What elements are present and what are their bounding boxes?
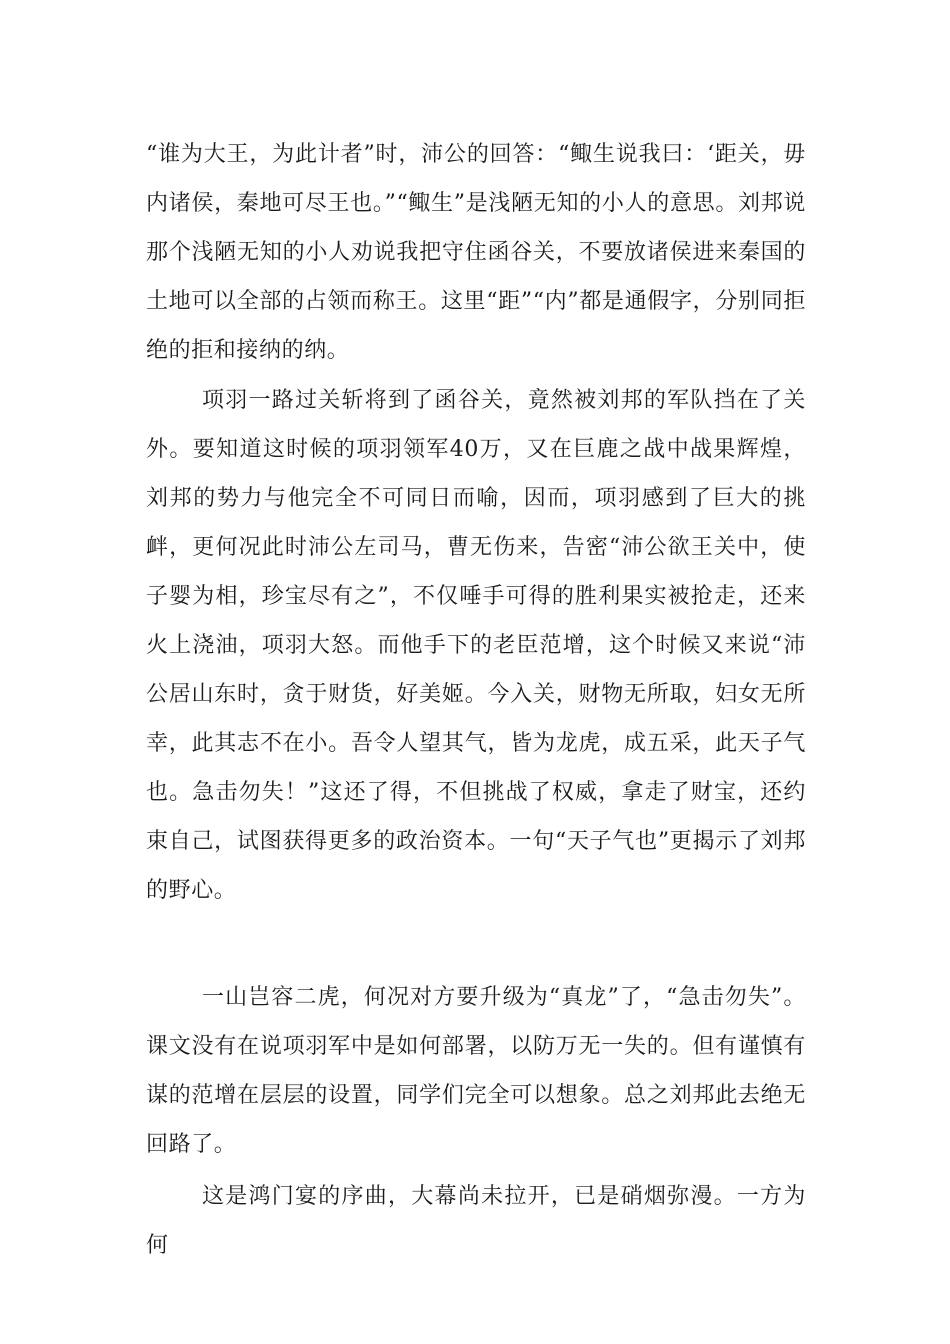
paragraph-3: 一山岂容二虎，何况对方要升级为“真龙”了，“急击勿失”。课文没有在说项羽军中是如何部署，以防万无一失的。但有谨慎有谋的范增在层层的设置，同学们完全可以想象。总之刘邦此去绝无回路了。 [146,985,806,1157]
paragraph-1: “谁为大王，为此计者”时，沛公的回答：“鲰生说我曰：‘距关，毋内诸侯，秦地可尽王也。”“鲰生”是浅陋无知的小人的意思。刘邦说那个浅陋无知的小人劝说我把守住函谷关，不要放诸侯进来秦国的土地可以全部的占领而称王。这里“距”“内”都是通假字，分别同拒绝的拒和接纳的纳。 [146,142,806,363]
paragraph-4: 这是鸿门宴的序曲，大幕尚未拉开，已是硝烟弥漫。一方为何 [146,1184,806,1258]
paragraph-2: 项羽一路过关斩将到了函谷关，竟然被刘邦的军队挡在了关外。要知道这时候的项羽领军40万，又在巨鹿之战中战果辉煌，刘邦的势力与他完全不可同日而喻，因而，项羽感到了巨大的挑衅，更何况此时沛公左司马，曹无伤来，告密“沛公欲王关中，使子婴为相，珍宝尽有之”，不仅唾手可得的胜利果实被抢走，还来火上浇油，项羽大怒。而他手下的老臣范增，这个时候又来说“沛公居山东时，贪于财货，好美姬。今入关，财物无所取，妇女无所幸，此其志不在小。吾令人望其气，皆为龙虎，成五采，此天子气也。急击勿失！”这还了得，不但挑战了权威，拿走了财宝，还约束自己，试图获得更多的政治资本。一句“天子气也”更揭示了刘邦的野心。 [146,388,806,903]
